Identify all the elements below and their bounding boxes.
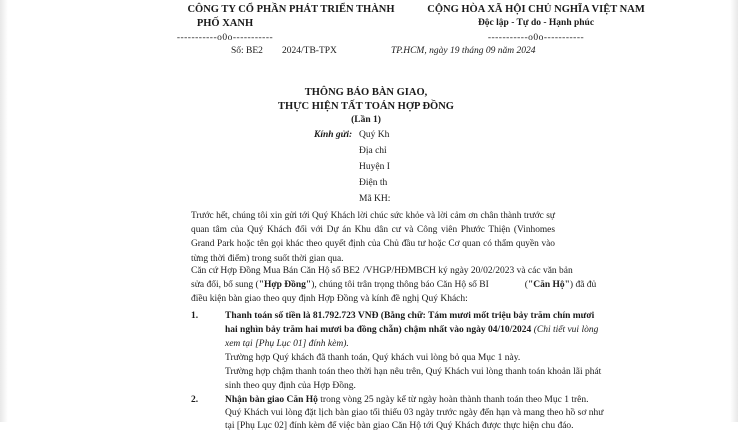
basis-line2: sửa đổi, bổ sung ("Hợp Đồng"), chúng tôi trân trọng thông báo Căn Hộ số BI ("Căn Hộ") đã đủ [191,280,597,290]
item-1-line1: Thanh toán số tiền là 81.792.723 VNĐ (Bằng chữ: Tám mươi mốt triệu bảy trăm chín mươi [225,311,595,321]
item-2-number: 2. [191,395,199,405]
title-line1: THÔNG BÁO BÀN GIAO, [304,87,428,98]
nation-separator: -----------o0o----------- [487,33,585,43]
intro-paragraph: Trước hết, chúng tôi xin gửi tới Quý Khách lời chúc sức khỏe và lời cảm ơn chân thành trước sự quan tâm của Quý Khách đối với Dự án Khu dân cư và Công viên Phước Thiện (Vinhomes Grand Park hoặc tên gọi khác theo quyết định của Chủ đầu tư hoặc Cơ quan có thẩm quyền vào từng thời điểm) trong suốt thời gian qua. [191,211,555,264]
title-line2: THỰC HIỆN TẤT TOÁN HỢP ĐỒNG [278,101,454,112]
item-1-line4: Trường hợp Quý khách đã thanh toán, Quý khách vui lòng bỏ qua Mục 1 này. [225,353,521,363]
document-number-code: 2024/TB-TPX [282,46,337,56]
title-line3: (Lần 1) [351,115,381,125]
item-2-line2: Quý Khách vui lòng đặt lịch bàn giao tối thiểu 03 ngày trước ngày đến hạn và mang theo hồ sơ như [225,408,604,418]
nation-motto: Độc lập - Tự do - Hạnh phúc [477,18,595,28]
page-edge-right [730,0,738,422]
item-2-line3: tại [Phụ Lục 02] đính kèm để việc bàn giao Căn Hộ tới Quý Khách được thực hiện chu đáo. [225,421,574,431]
page-edge-left [0,0,8,422]
recipient-label: Kính gửi: [314,130,353,140]
company-separator: -----------o0o----------- [176,33,274,43]
nation-title: CỘNG HÒA XÃ HỘI CHỦ NGHĨA VIỆT NAM [427,4,645,15]
recipient-name: Quý Kh [359,130,390,140]
company-name-line1: CÔNG TY CỔ PHẦN PHÁT TRIỂN THÀNH [187,4,395,15]
document-number-label: Số: BE2 [231,46,263,56]
place-date: TP.HCM, ngày 19 tháng 09 năm 2024 [391,46,536,56]
item-1-line2: hai nghìn bảy trăm hai mươi ba đồng chẵn) chậm nhất vào ngày 04/10/2024 (Chi tiết vui lòng [225,325,599,335]
address-label: Địa chỉ [359,146,387,156]
company-name-line2: PHỐ XANH [196,18,254,29]
phone-label: Điện th [359,178,388,188]
item-1-line3: xem tại [Phụ Lục 01] đính kèm). [225,339,349,349]
basis-line3: điều kiện bàn giao theo quy định Hợp Đồng và kính đề nghị Quý Khách: [191,294,468,304]
item-2-line1: Nhận bàn giao Căn Hộ trong vòng 25 ngày kể từ ngày hoàn thành thanh toán theo Mục 1 trên. [225,395,589,405]
basis-part1: Căn cứ Hợp Đồng Mua Bán Căn Hộ số BE2 [191,266,360,276]
customer-code-label: Mã KH: [359,194,391,204]
item-1-line5: Trường hợp chậm thanh toán theo thời hạn nêu trên, Quý Khách vui lòng thanh toán khoản lãi phát [225,367,602,377]
address-line2: Huyện I [359,162,390,172]
item-1-line6: sinh theo quy định của Hợp Đồng. [225,381,356,391]
item-1-number: 1. [191,311,199,321]
basis-part2: /VHGP/HĐMBCH ký ngày 20/02/2023 và các văn bản [363,266,573,276]
